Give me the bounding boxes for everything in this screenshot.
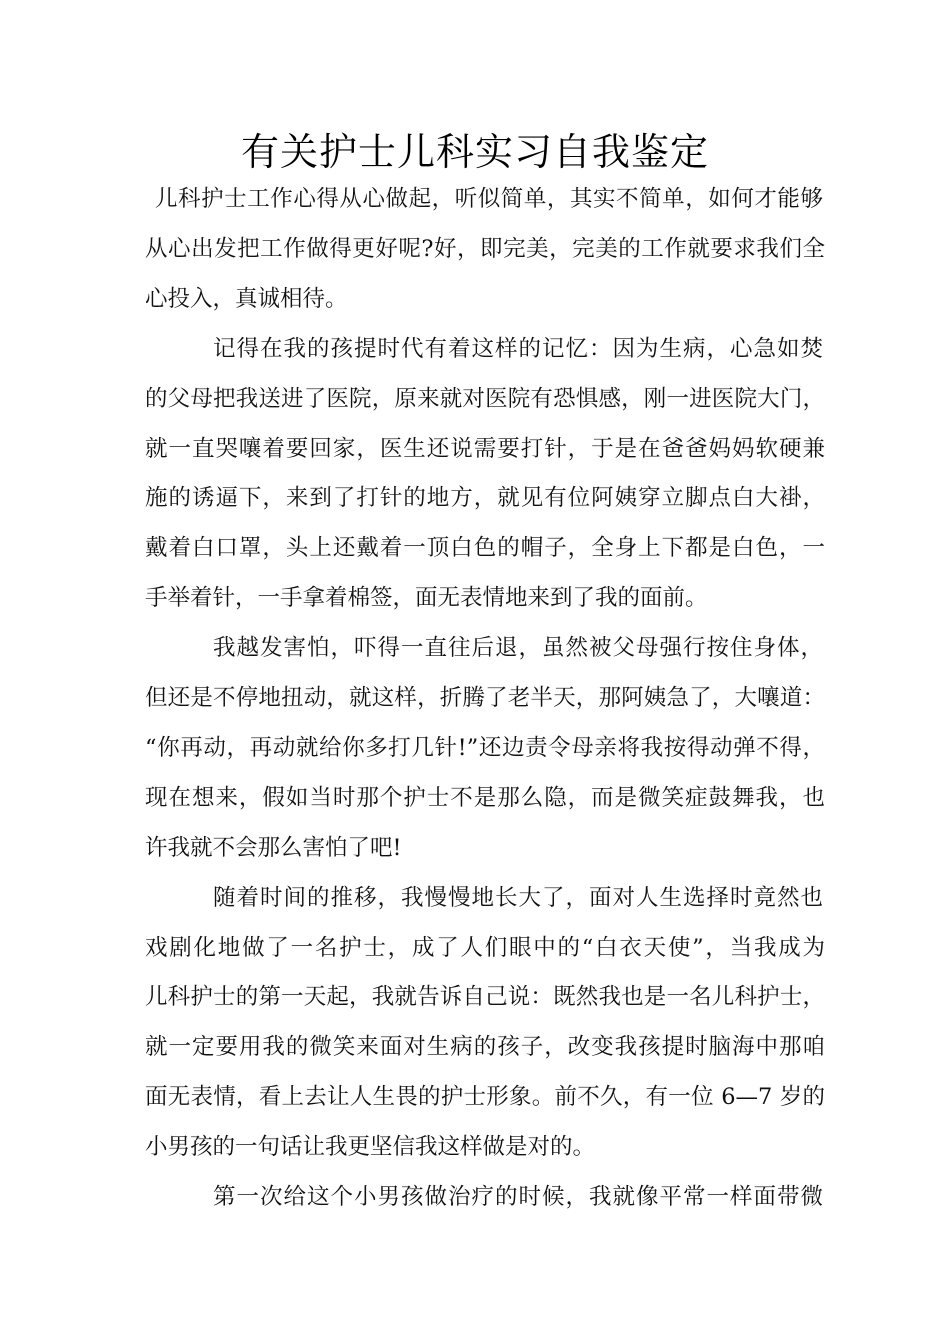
text-line: 儿科护士工作心得从心做起，听似简单，其实不简单，如何才能够 [155, 186, 823, 212]
text-line: 的父母把我送进了医院，原来就对医院有恐惧感，刚一进医院大门， [145, 385, 825, 412]
text-line: 戏剧化地做了一名护士，成了人们眼中的“白衣天使”，当我成为 [145, 934, 825, 961]
text-line: “你再动，再动就给你多打几针!”还边责令母亲将我按得动弹不得， [145, 734, 825, 761]
text-line: 随着时间的推移，我慢慢地长大了，面对人生选择时竟然也 [213, 884, 823, 911]
text-line: 小男孩的一句话让我更坚信我这样做是对的。 [145, 1134, 596, 1161]
document-title: 有关护士儿科实习自我鉴定 [240, 130, 709, 174]
text-line: 我越发害怕，吓得一直往后退，虽然被父母强行按住身体， [213, 635, 823, 662]
text-line: 就一定要用我的微笑来面对生病的孩子，改变我孩提时脑海中那咱 [145, 1034, 825, 1061]
text-line: 儿科护士的第一天起，我就告诉自己说：既然我也是一名儿科护士， [145, 984, 825, 1011]
text-line: 从心出发把工作做得更好呢?好，即完美，完美的工作就要求我们全 [145, 235, 825, 262]
text-line: 手举着针，一手拿着棉签，面无表情地来到了我的面前。 [145, 585, 708, 612]
text-line: 但还是不停地扭动，就这样，折腾了老半天，那阿姨急了，大嚷道： [145, 685, 825, 711]
text-line: 记得在我的孩提时代有着这样的记忆：因为生病，心急如焚 [213, 335, 823, 362]
text-line: 就一直哭嚷着要回家，医生还说需要打针，于是在爸爸妈妈软硬兼 [145, 435, 825, 462]
text-line: 第一次给这个小男孩做治疗的时候，我就像平常一样面带微 [213, 1184, 823, 1210]
text-line: 面无表情，看上去让人生畏的护士形象。前不久，有一位 6—7 岁的 [145, 1084, 825, 1111]
text-line: 戴着白口罩，头上还戴着一顶白色的帽子，全身上下都是白色，一 [145, 535, 825, 562]
text-line: 现在想来，假如当时那个护士不是那么隐，而是微笑症鼓舞我，也 [145, 784, 825, 811]
text-line: 许我就不会那么害怕了吧! [145, 834, 402, 861]
text-line: 心投入，真诚相待。 [145, 285, 348, 312]
text-line: 施的诱逼下，来到了打针的地方，就见有位阿姨穿立脚点白大褂， [145, 485, 825, 512]
